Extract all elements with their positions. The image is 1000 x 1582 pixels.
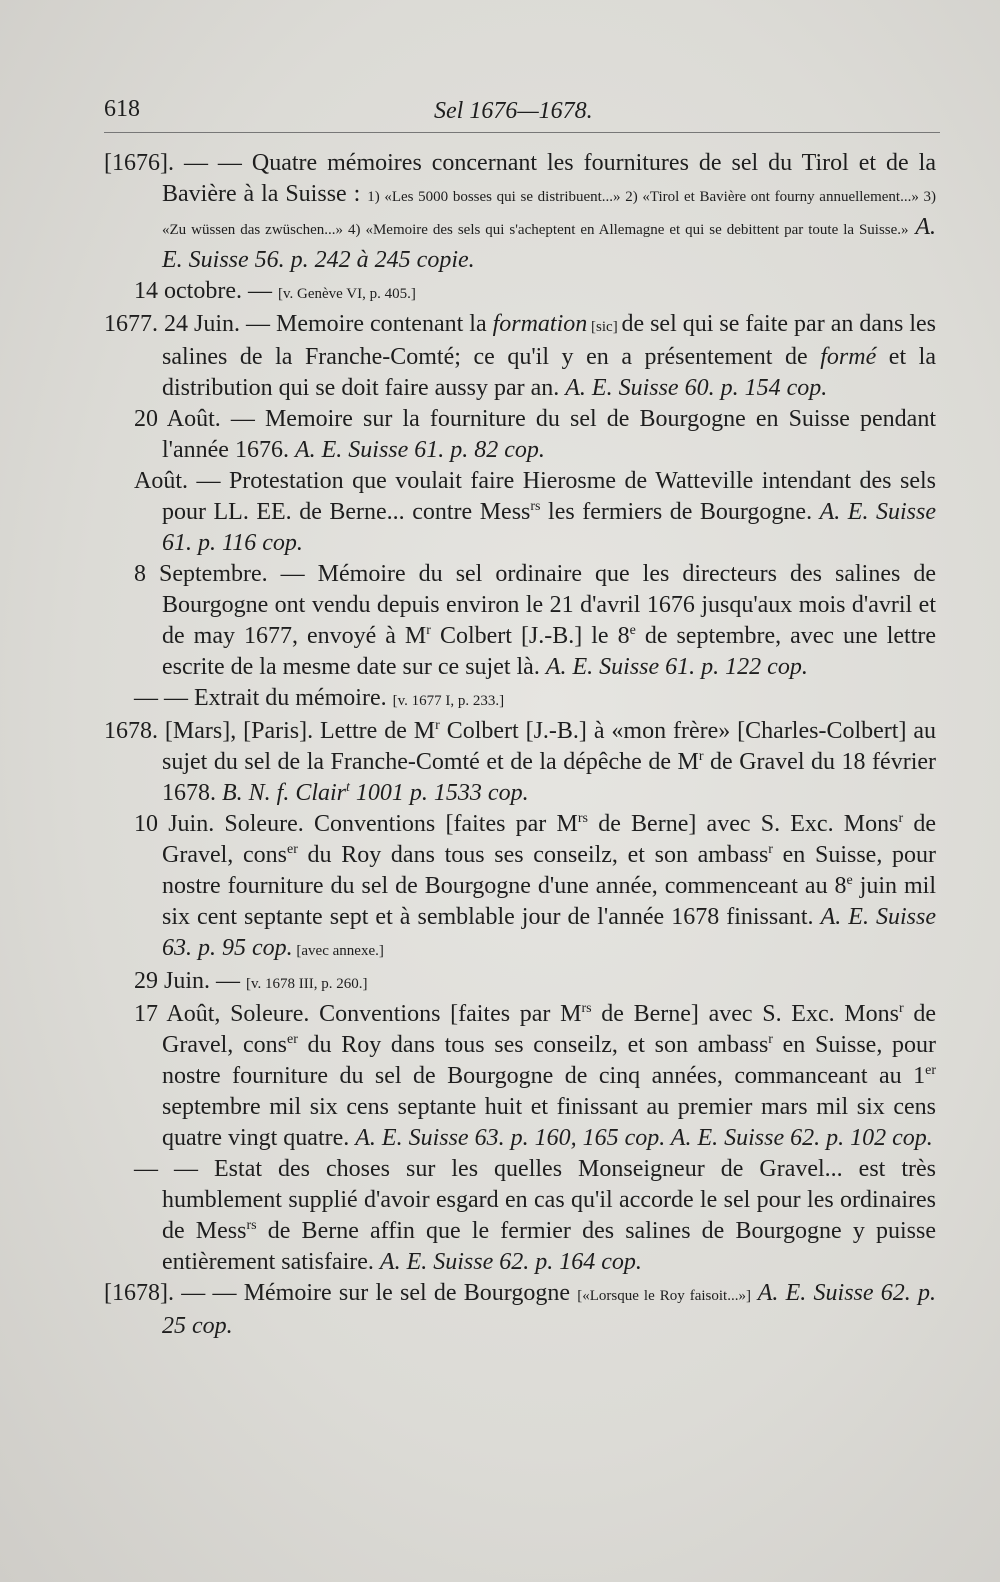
page-number: 618: [104, 96, 140, 122]
entry-1678-memoire: [1678]. — — Mémoire sur le sel de Bourgogne [«Lorsque le Roy faisoit...»] A. E. Suisse 62. p. 25 cop.: [104, 1280, 937, 1339]
entry-1676-memoires: [1676]. — — Quatre mémoires concernant les fournitures de sel du Tirol et de la Bavière à la Suisse : 1) «Les 5000 bosses qui se distribuent...» 2) «Tirol et Bavière ont fourny annuellement...» 3) «Zu wüssen das zwüschen...» 4) «Memoire des sels qui s'acheptent en Allemagne et qui se debittent par toute la Suisse.» A. E. Suisse 56. p. 242 à 245 copie.: [104, 150, 936, 273]
entry-29-juin: 29 Juin. — [v. 1678 III, p. 260.]: [134, 968, 368, 994]
entry-8-septembre: 8 Septembre. — Mémoire du sel ordinaire que les directeurs des salines de Bourgogne ont vendu depuis environ le 21 d'avril 1676 jusqu'aux mois d'avril et de may 1677, envoyé à $M^r$ Colbert [J.-B.] le 8e de septembre, avec une lettre escrite de la mesme date sur ce sujet là. A. E. Suisse 61. p. 122 cop.: [134, 561, 936, 680]
entry-aout-protestation: Août. — Protestation que voulait faire Hierosme de Watteville intendant des sels pour LL. EE. de Berne... contre Mess$^{rs}$ les fermiers de Bourgogne. A. E. Suisse 61. p. 116 cop.: [134, 468, 936, 556]
running-title: Sel 1676—1678.: [434, 98, 593, 124]
entries-body: [104, 148, 936, 1342]
entry-extrait: — — Extrait du mémoire. [v. 1677 I, p. 233.]: [134, 685, 505, 711]
page-header: [104, 92, 940, 136]
entry-10-juin: 10 Juin. Soleure. Conventions [faites par $M^{rs}$ de Berne] avec S. Exc. Mons$^r$ de Gravel, cons$^{er}$ du Roy dans tous ses conseilz, et son ambass$^r$ en Suisse, pour nostre fourniture du sel de Bourgogne d'une année, commenceant au 8e juin mil six cent septante sept et à semblable jour de l'année 1678 finissant. A. E. Suisse 63. p. 95 cop. [avec annexe.]: [134, 811, 937, 961]
header-rule: [104, 132, 940, 133]
entry-estat-des-choses: — — Estat des choses sur les quelles Monseigneur de Gravel... est très humblement supplié d'avoir esgard en cas qu'il accorde le sel pour les ordinaires de Mess$^{rs}$ de Berne affin que le fermier des salines de Bourgogne y puisse entièrement satisfaire. A. E. Suisse 62. p. 164 cop.: [134, 1156, 936, 1275]
entry-1678-mars: 1678. [Mars], [Paris]. Lettre de $M^r$ Colbert [J.-B.] à «mon frère» [Charles-Colbert] au sujet du sel de la Franche-Comté et de la dépêche de $M^r$ de Gravel du 18 février 1678. B. N. f. Clair$^t$ 1001 p. 1533 cop.: [104, 718, 937, 806]
entry-17-aout: 17 Août, Soleure. Conventions [faites par $M^{rs}$ de Berne] avec S. Exc. Mons$^r$ de Gravel, cons$^{er}$ du Roy dans tous ses conseilz, et son ambass$^r$ en Suisse, pour nostre fourniture du sel de Bourgogne de cinq années, commanceant au 1er septembre mil six cens septante huit et finissant au premier mars mil six cens quatre vingt quatre. A. E. Suisse 63. p. 160, 165 cop. A. E. Suisse 62. p. 102 cop.: [134, 1001, 937, 1151]
entry-14-octobre: 14 octobre. — [v. Genève VI, p. 405.]: [134, 278, 416, 304]
entry-1677-24-juin: 1677. 24 Juin. — Memoire contenant la formation [sic] de sel qui se faite par an dans les salines de la Franche-Comté; ce qu'il y en a présentement de formé et la distribution qui se doit faire aussy par an. A. E. Suisse 60. p. 154 cop.: [104, 311, 937, 401]
entry-20-aout: 20 Août. — Memoire sur la fourniture du sel de Bourgogne en Suisse pendant l'année 1676. A. E. Suisse 61. p. 82 cop.: [134, 406, 936, 463]
